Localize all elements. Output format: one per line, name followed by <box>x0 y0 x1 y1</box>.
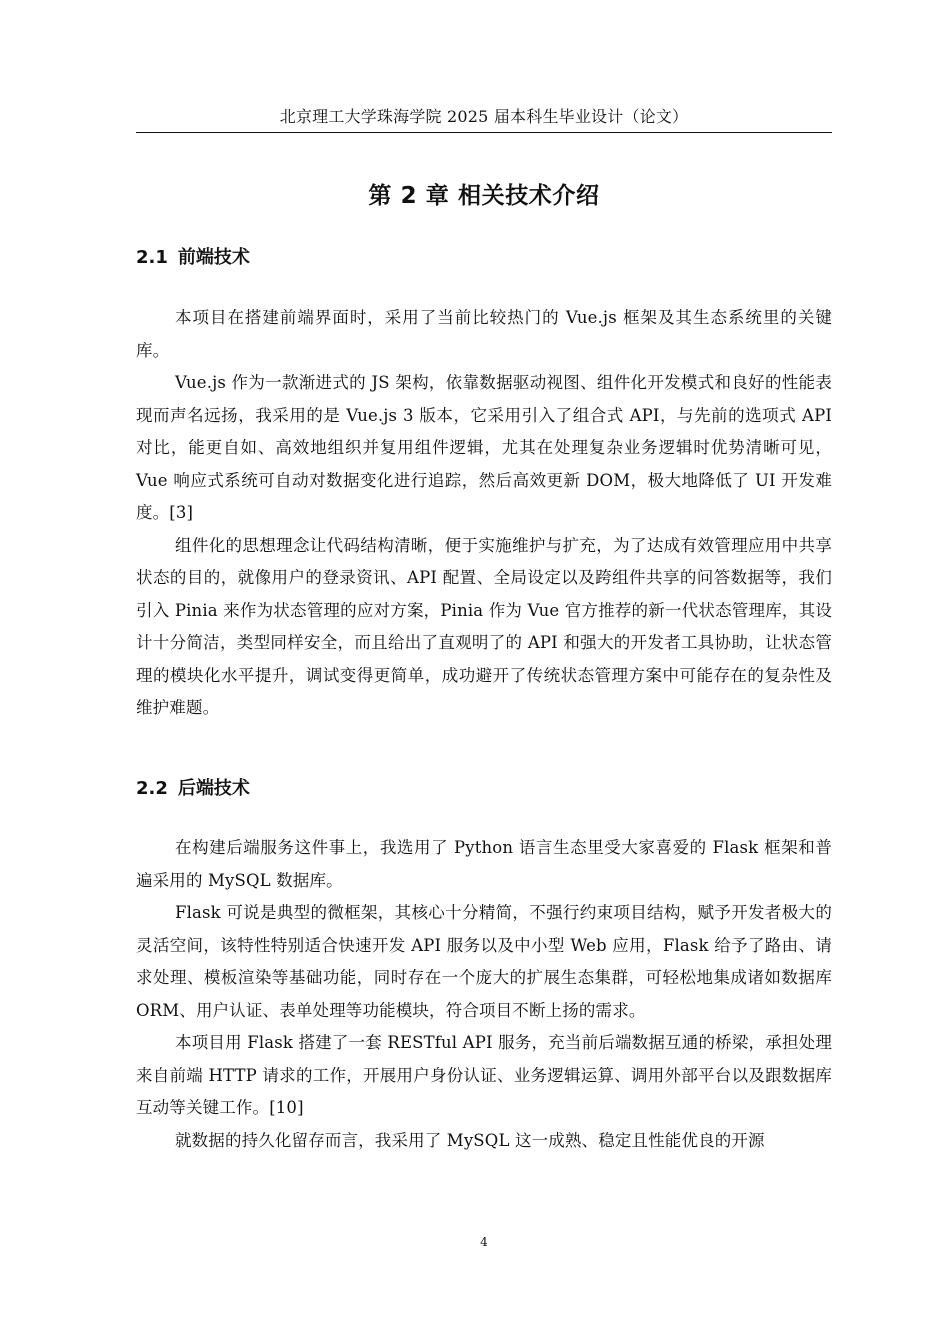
section-title-text: 后端技术 <box>177 778 250 799</box>
section-2-1-body <box>136 302 832 725</box>
header-rule <box>136 132 832 133</box>
paragraph: 就数据的持久化留存而言，我采用了 MySQL 这一成熟、稳定且性能优良的开源 <box>175 1130 765 1150</box>
chapter-title: 第 2 章 相关技术介绍 <box>368 183 600 209</box>
section-number: 2.2 <box>136 778 168 799</box>
section-heading-2-1 <box>136 243 832 273</box>
paragraph: 在构建后端服务这件事上，我选用了 Python 语言生态里受大家喜爱的 Flask 框架和普遍采用的 MySQL 数据库。 <box>136 838 832 890</box>
paragraph: 本项目用 Flask 搭建了一套 RESTful API 服务，充当前后端数据互通的桥梁，承担处理来自前端 HTTP 请求的工作，开展用户身份认证、业务逻辑运算、调用外部平台以及跟数据库互动等关键工作。[10] <box>136 1033 832 1117</box>
section-number: 2.1 <box>136 247 168 268</box>
section-2-2-body <box>136 832 832 1157</box>
paragraph: 组件化的思想理念让代码结构清晰，便于实施维护与扩充，为了达成有效管理应用中共享状态的目的，就像用户的登录资讯、API 配置、全局设定以及跨组件共享的问答数据等，我们引入 Pinia 来作为状态管理的应对方案，Pinia 作为 Vue 官方推荐的新一代状态管理库，其设计十分简洁，类型同样安全，而且给出了直观明了的 API 和强大的开发者工具协助，让状态管理的模块化水平提升，调试变得更简单，成功避开了传统状态管理方案中可能存在的复杂性及维护难题。 <box>136 535 832 717</box>
paragraph: 本项目在搭建前端界面时，采用了当前比较热门的 Vue.js 框架及其生态系统里的关键库。 <box>136 308 832 360</box>
section-heading-2-2 <box>136 774 832 804</box>
paragraph: Flask 可说是典型的微框架，其核心十分精简，不强行约束项目结构，赋予开发者极大的灵活空间，该特性特别适合快速开发 API 服务以及中小型 Web 应用，Flask 给予了路由、请求处理、模板渲染等基础功能，同时存在一个庞大的扩展生态集群，可轻松地集成诸如数据库 ORM、用户认证、表单处理等功能模块，符合项目不断上扬的需求。 <box>136 903 832 1020</box>
paragraph: Vue.js 作为一款渐进式的 JS 架构，依靠数据驱动视图、组件化开发模式和良好的性能表现而声名远扬，我采用的是 Vue.js 3 版本，它采用引入了组合式 API，与先前的选项式 API 对比，能更自如、高效地组织并复用组件逻辑，尤其在处理复杂业务逻辑时优势清晰可见，Vue 响应式系统可自动对数据变化进行追踪，然后高效更新 DOM，极大地降低了 UI 开发难度。[3] <box>136 373 832 522</box>
page-number: 4 <box>480 1235 488 1249</box>
section-title-text: 前端技术 <box>177 247 250 268</box>
running-header: 北京理工大学珠海学院 2025 届本科生毕业设计（论文） <box>279 107 689 126</box>
